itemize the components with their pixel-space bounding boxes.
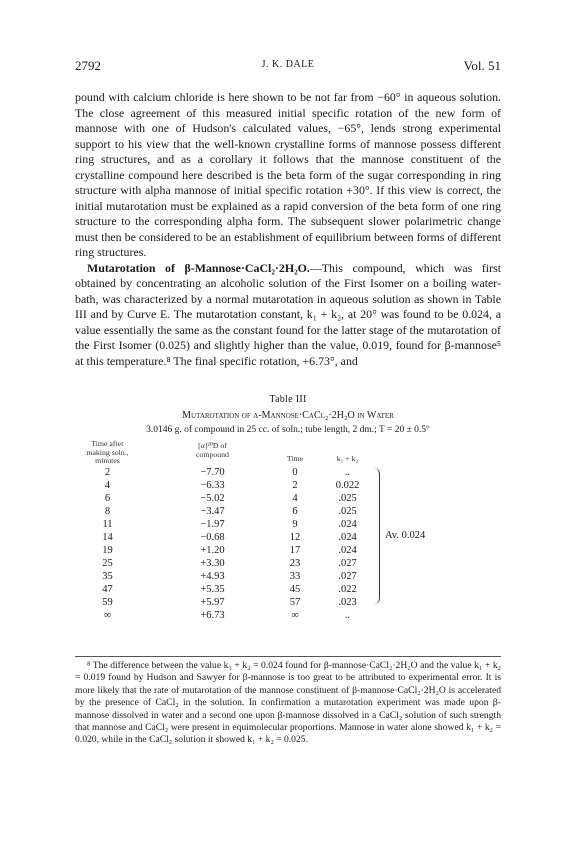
cell-time-after: 11 <box>102 519 113 530</box>
cell-constant: .025 <box>338 493 357 504</box>
header-constant: k₁ + k₂ <box>336 454 359 463</box>
cell-time-after: 2 <box>104 467 111 478</box>
cell-constant: .. <box>344 467 351 478</box>
table-row <box>75 467 501 480</box>
cell-time-after: 59 <box>102 597 113 608</box>
table-row <box>75 558 501 571</box>
cell-time-after: 19 <box>102 545 113 556</box>
table-row <box>75 532 501 545</box>
cell-time: 4 <box>292 493 298 504</box>
cell-time: 33 <box>289 571 301 582</box>
paragraph-1: pound with calcium chloride is here shown to be not far from −60° in aqueous solution. The close agreement of this measured initial specific rotation of the new form of mannose with one of Hudson's calculated values, −65°, lends strong experimental support to his view that the well-known crystalline forms of mannose possess different ring structures, and as a corollary it follows that the mannose constituent of the crystalline compound here described is the beta form of the sugar corresponding in ring structure with alpha mannose of initial specific rotation +30°. If this view is correct, the initial mutarotation must be explained as a rapid conversion of the beta form of one ring structure to the corresponding alpha form. The subsequent slower polarimetric change must then be considered to be an establishment of equilibrium between forms of different ring structures. <box>75 90 501 259</box>
cell-time: 23 <box>289 558 301 569</box>
table-caption: Mutarotation of α-Mannose·CaCl₂·2H₂O in Water <box>182 410 394 421</box>
table-row <box>75 493 501 506</box>
cell-time-after: 8 <box>104 506 111 517</box>
table-row <box>75 506 501 519</box>
cell-time-after: 6 <box>104 493 111 504</box>
cell-time: 2 <box>292 480 298 491</box>
cell-rotation: +3.30 <box>200 558 225 569</box>
cell-rotation: +6.73 <box>200 610 225 621</box>
cell-time-after: 25 <box>102 558 113 569</box>
section-runin-heading: Mutarotation of β-Mannose·CaCl₂·2H₂O. <box>87 260 310 275</box>
table-row <box>75 519 501 532</box>
table-row <box>75 584 501 597</box>
cell-time: 12 <box>289 532 301 543</box>
cell-time: 57 <box>289 597 301 608</box>
footnote-text: ⁸ The difference between the value k₁ + k₂ = 0.024 found for β-mannose·CaCl₂·2H₂O and the value k₁ + k₂ = 0.019 found by Hudson and Sawyer for β-mannose is too great to be attributed to experimental error. It is more likely that the rate of mutarotation of the mannose constituent of β-mannose·CaCl₂·2H₂O is accelerated by the presence of CaCl₂ in the solution. In confirmation a mutarotation experiment was made upon β-mannose dissolved in water and a second one upon β-mannose dissolved in a CaCl₂ solution of such strength that mannose and CaCl₂ were present in equimolecular proportions. Mannose in water alone showed k₁ + k₂ = 0.020, while in the CaCl₂ solution it showed k₁ + k₂ = 0.025. <box>75 660 501 746</box>
cell-constant: .027 <box>338 571 357 582</box>
table-row <box>75 545 501 558</box>
page-header <box>75 58 501 74</box>
cell-rotation: −7.70 <box>200 467 225 478</box>
cell-time: ∞ <box>291 610 299 621</box>
cell-time-after: 47 <box>102 584 113 595</box>
cell-time-after: 4 <box>104 480 111 491</box>
header-time: Time <box>286 454 304 463</box>
cell-constant: .. <box>344 610 351 621</box>
table-row <box>75 610 501 623</box>
header-time-after: Time after making soln., minutes <box>86 439 129 465</box>
table-row <box>75 571 501 584</box>
cell-rotation: −5.02 <box>200 493 225 504</box>
cell-time-after: 14 <box>102 532 113 543</box>
table-row <box>75 480 501 493</box>
body-text <box>75 90 501 369</box>
cell-constant: .024 <box>338 545 357 556</box>
table-subcaption: 3.0146 g. of compound in 25 cc. of soln.; tube length, 2 dm.; T = 20 ± 0.5° <box>146 425 430 435</box>
cell-rotation: +5.35 <box>200 584 225 595</box>
cell-time: 9 <box>292 519 298 530</box>
footnote <box>75 660 501 747</box>
cell-time: 0 <box>292 467 298 478</box>
average-brace <box>373 468 380 604</box>
footnote-rule <box>75 656 501 657</box>
cell-rotation: −0.68 <box>200 532 225 543</box>
paragraph-2-text: —This compound, which was first obtained by concentrating an alcoholic solution of the First Isomer on a boiling water-bath, was characterized by a normal mutarotation in aqueous solution as shown in Table III and by Curve E. The mutarotation constant, k₁ + k₂, at 20° was found to be 0.024, a value essentially the same as the constant found for the latter stage of the mutarotation of the First Isomer (0.025) and slightly higher than the value, 0.019, found for β-mannose⁵ at this temperature.⁸ The final specific rotation, +6.73°, and <box>75 260 502 368</box>
cell-constant: .023 <box>338 597 357 608</box>
cell-rotation: −1.97 <box>200 519 225 530</box>
cell-constant: 0.022 <box>335 480 360 491</box>
cell-rotation: +5.97 <box>200 597 225 608</box>
volume-label: Vol. 51 <box>463 58 501 73</box>
cell-time: 6 <box>292 506 298 517</box>
cell-constant: .022 <box>338 584 357 595</box>
cell-time: 45 <box>289 584 301 595</box>
cell-rotation: −6.33 <box>200 480 225 491</box>
table-title: Table III <box>269 394 307 405</box>
paragraph-2 <box>75 261 501 370</box>
cell-rotation: −3.47 <box>200 506 225 517</box>
cell-rotation: +4.93 <box>200 571 225 582</box>
cell-constant: .025 <box>338 506 357 517</box>
table-row <box>75 597 501 610</box>
cell-constant: .024 <box>338 519 357 530</box>
cell-time-after: 35 <box>102 571 113 582</box>
cell-time-after: ∞ <box>103 610 112 621</box>
page-number: 2792 <box>75 58 101 73</box>
cell-constant: .024 <box>338 532 357 543</box>
cell-time: 17 <box>289 545 301 556</box>
average-value: Av. 0.024 <box>385 530 426 541</box>
running-author: J. K. DALE <box>261 59 315 70</box>
header-rotation: [α]²⁰D of compound <box>196 441 229 459</box>
cell-constant: .027 <box>338 558 357 569</box>
cell-rotation: +1.20 <box>200 545 225 556</box>
